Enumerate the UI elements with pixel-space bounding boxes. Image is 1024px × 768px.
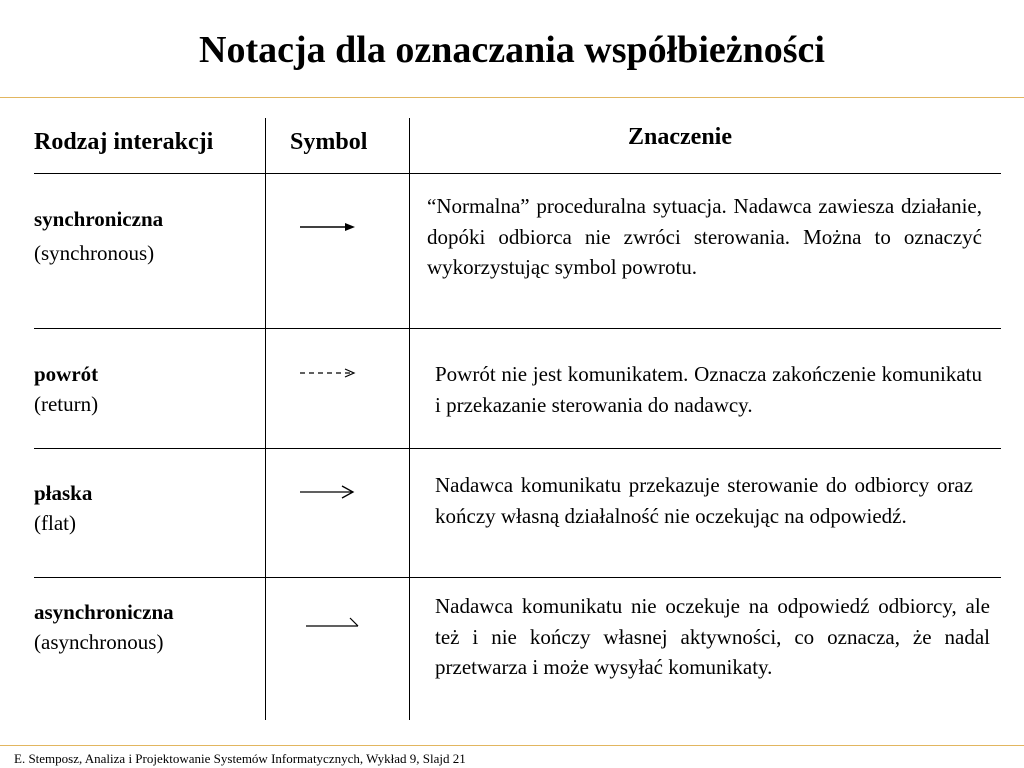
- table-row: [34, 597, 174, 657]
- interaction-meaning: Powrót nie jest komunikatem. Oznacza zakończenie komunikatu i przekazanie sterowania do nadawcy.: [435, 362, 982, 417]
- table-row: [34, 204, 163, 268]
- header-symbol: Symbol: [290, 129, 368, 155]
- interaction-name-en: (asynchronous): [34, 630, 164, 654]
- interaction-name-en: (flat): [34, 511, 76, 535]
- header-meaning: Znaczenie: [628, 124, 732, 150]
- interaction-name: powrót: [34, 362, 99, 386]
- row-separator: [34, 328, 1001, 329]
- synchronous-arrow-icon: [300, 219, 360, 235]
- column-divider-2: [409, 118, 410, 720]
- header-interaction-type: Rodzaj interakcji: [34, 129, 214, 155]
- interaction-name-en: (return): [34, 392, 99, 416]
- row-separator: [34, 448, 1001, 449]
- interaction-meaning: Nadawca komunikatu przekazuje sterowanie do odbiorcy oraz kończy własną działalność nie oczekując na odpowiedź.: [435, 473, 973, 528]
- table-row: [34, 478, 92, 538]
- interaction-name: płaska: [34, 481, 93, 505]
- interaction-name: asynchroniczna: [34, 600, 174, 624]
- column-divider-1: [265, 118, 266, 720]
- interaction-meaning: “Normalna” proceduralna sytuacja. Nadawca zawiesza działanie, dopóki odbiorca nie zwróci sterowania. Można to oznaczyć wykorzystując symbol powrotu.: [427, 194, 982, 279]
- interaction-name: synchroniczna: [34, 207, 164, 231]
- footer-divider: [0, 745, 1024, 746]
- footer-citation: E. Stemposz, Analiza i Projektowanie Systemów Informatycznych, Wykład 9, Slajd 21: [14, 751, 466, 766]
- row-separator: [34, 577, 1001, 578]
- header-separator: [34, 173, 1001, 174]
- interaction-name-en: (synchronous): [34, 241, 155, 265]
- interaction-meaning: Nadawca komunikatu nie oczekuje na odpowiedź odbiorcy, ale też i nie kończy własnej aktywności, co oznacza, że nadal przetwarza i może wysyłać komunikaty.: [435, 594, 990, 679]
- title-divider: [0, 97, 1024, 98]
- return-arrow-icon: [300, 365, 360, 381]
- asynchronous-arrow-icon: [306, 615, 366, 631]
- table-row: [34, 359, 98, 419]
- flat-arrow-icon: [300, 484, 360, 500]
- page-title: Notacja dla oznaczania współbieżności: [199, 29, 825, 71]
